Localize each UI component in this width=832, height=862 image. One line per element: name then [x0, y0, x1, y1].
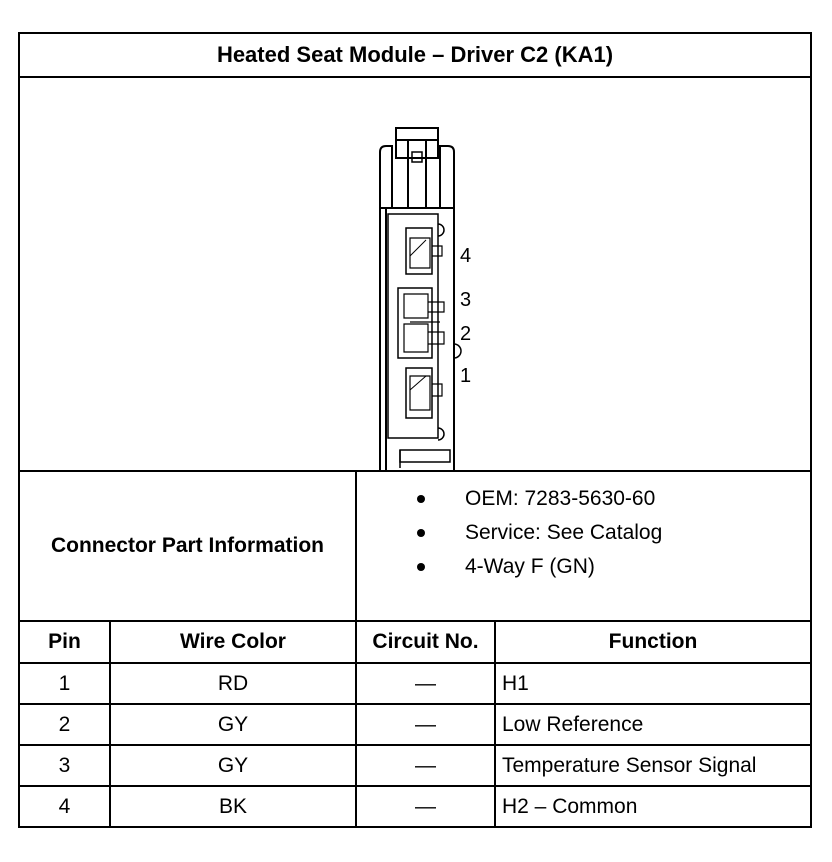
header-function: Function — [494, 620, 812, 664]
table-cell-circuit: — — [355, 785, 496, 828]
table-cell-pin: 2 — [18, 703, 111, 746]
list-item: Service: See Catalog — [357, 516, 810, 550]
header-pin: Pin — [18, 620, 111, 664]
table-cell-pin: 1 — [18, 662, 111, 705]
header-circuit-no: Circuit No. — [355, 620, 496, 664]
table-cell-pin: 4 — [18, 785, 111, 828]
table-cell-wire-color: BK — [109, 785, 357, 828]
table-cell-function: H2 – Common — [494, 785, 812, 828]
list-item: 4-Way F (GN) — [357, 550, 810, 584]
list-item: OEM: 7283-5630-60 — [357, 482, 810, 516]
connector-info-list — [355, 470, 812, 622]
table-cell-function: Low Reference — [494, 703, 812, 746]
bullet-icon — [417, 495, 425, 503]
pin-label-4: 4 — [460, 245, 472, 267]
table-cell-circuit: — — [355, 703, 496, 746]
table-cell-circuit: — — [355, 744, 496, 787]
page-title: Heated Seat Module – Driver C2 (KA1) — [18, 32, 812, 78]
connector-diagram — [18, 76, 812, 472]
connector-face-drawing — [20, 78, 810, 470]
bullet-icon — [417, 563, 425, 571]
pin-label-1: 1 — [460, 365, 472, 387]
table-cell-wire-color: GY — [109, 744, 357, 787]
connector-info-label: Connector Part Information — [18, 470, 357, 622]
pin-label-3: 3 — [460, 289, 472, 311]
pin-label-2: 2 — [460, 323, 472, 345]
table-cell-wire-color: GY — [109, 703, 357, 746]
connector-document — [18, 32, 812, 828]
table-cell-circuit: — — [355, 662, 496, 705]
table-cell-pin: 3 — [18, 744, 111, 787]
header-wire-color: Wire Color — [109, 620, 357, 664]
table-cell-function: Temperature Sensor Signal — [494, 744, 812, 787]
table-cell-wire-color: RD — [109, 662, 357, 705]
bullet-icon — [417, 529, 425, 537]
table-cell-function: H1 — [494, 662, 812, 705]
